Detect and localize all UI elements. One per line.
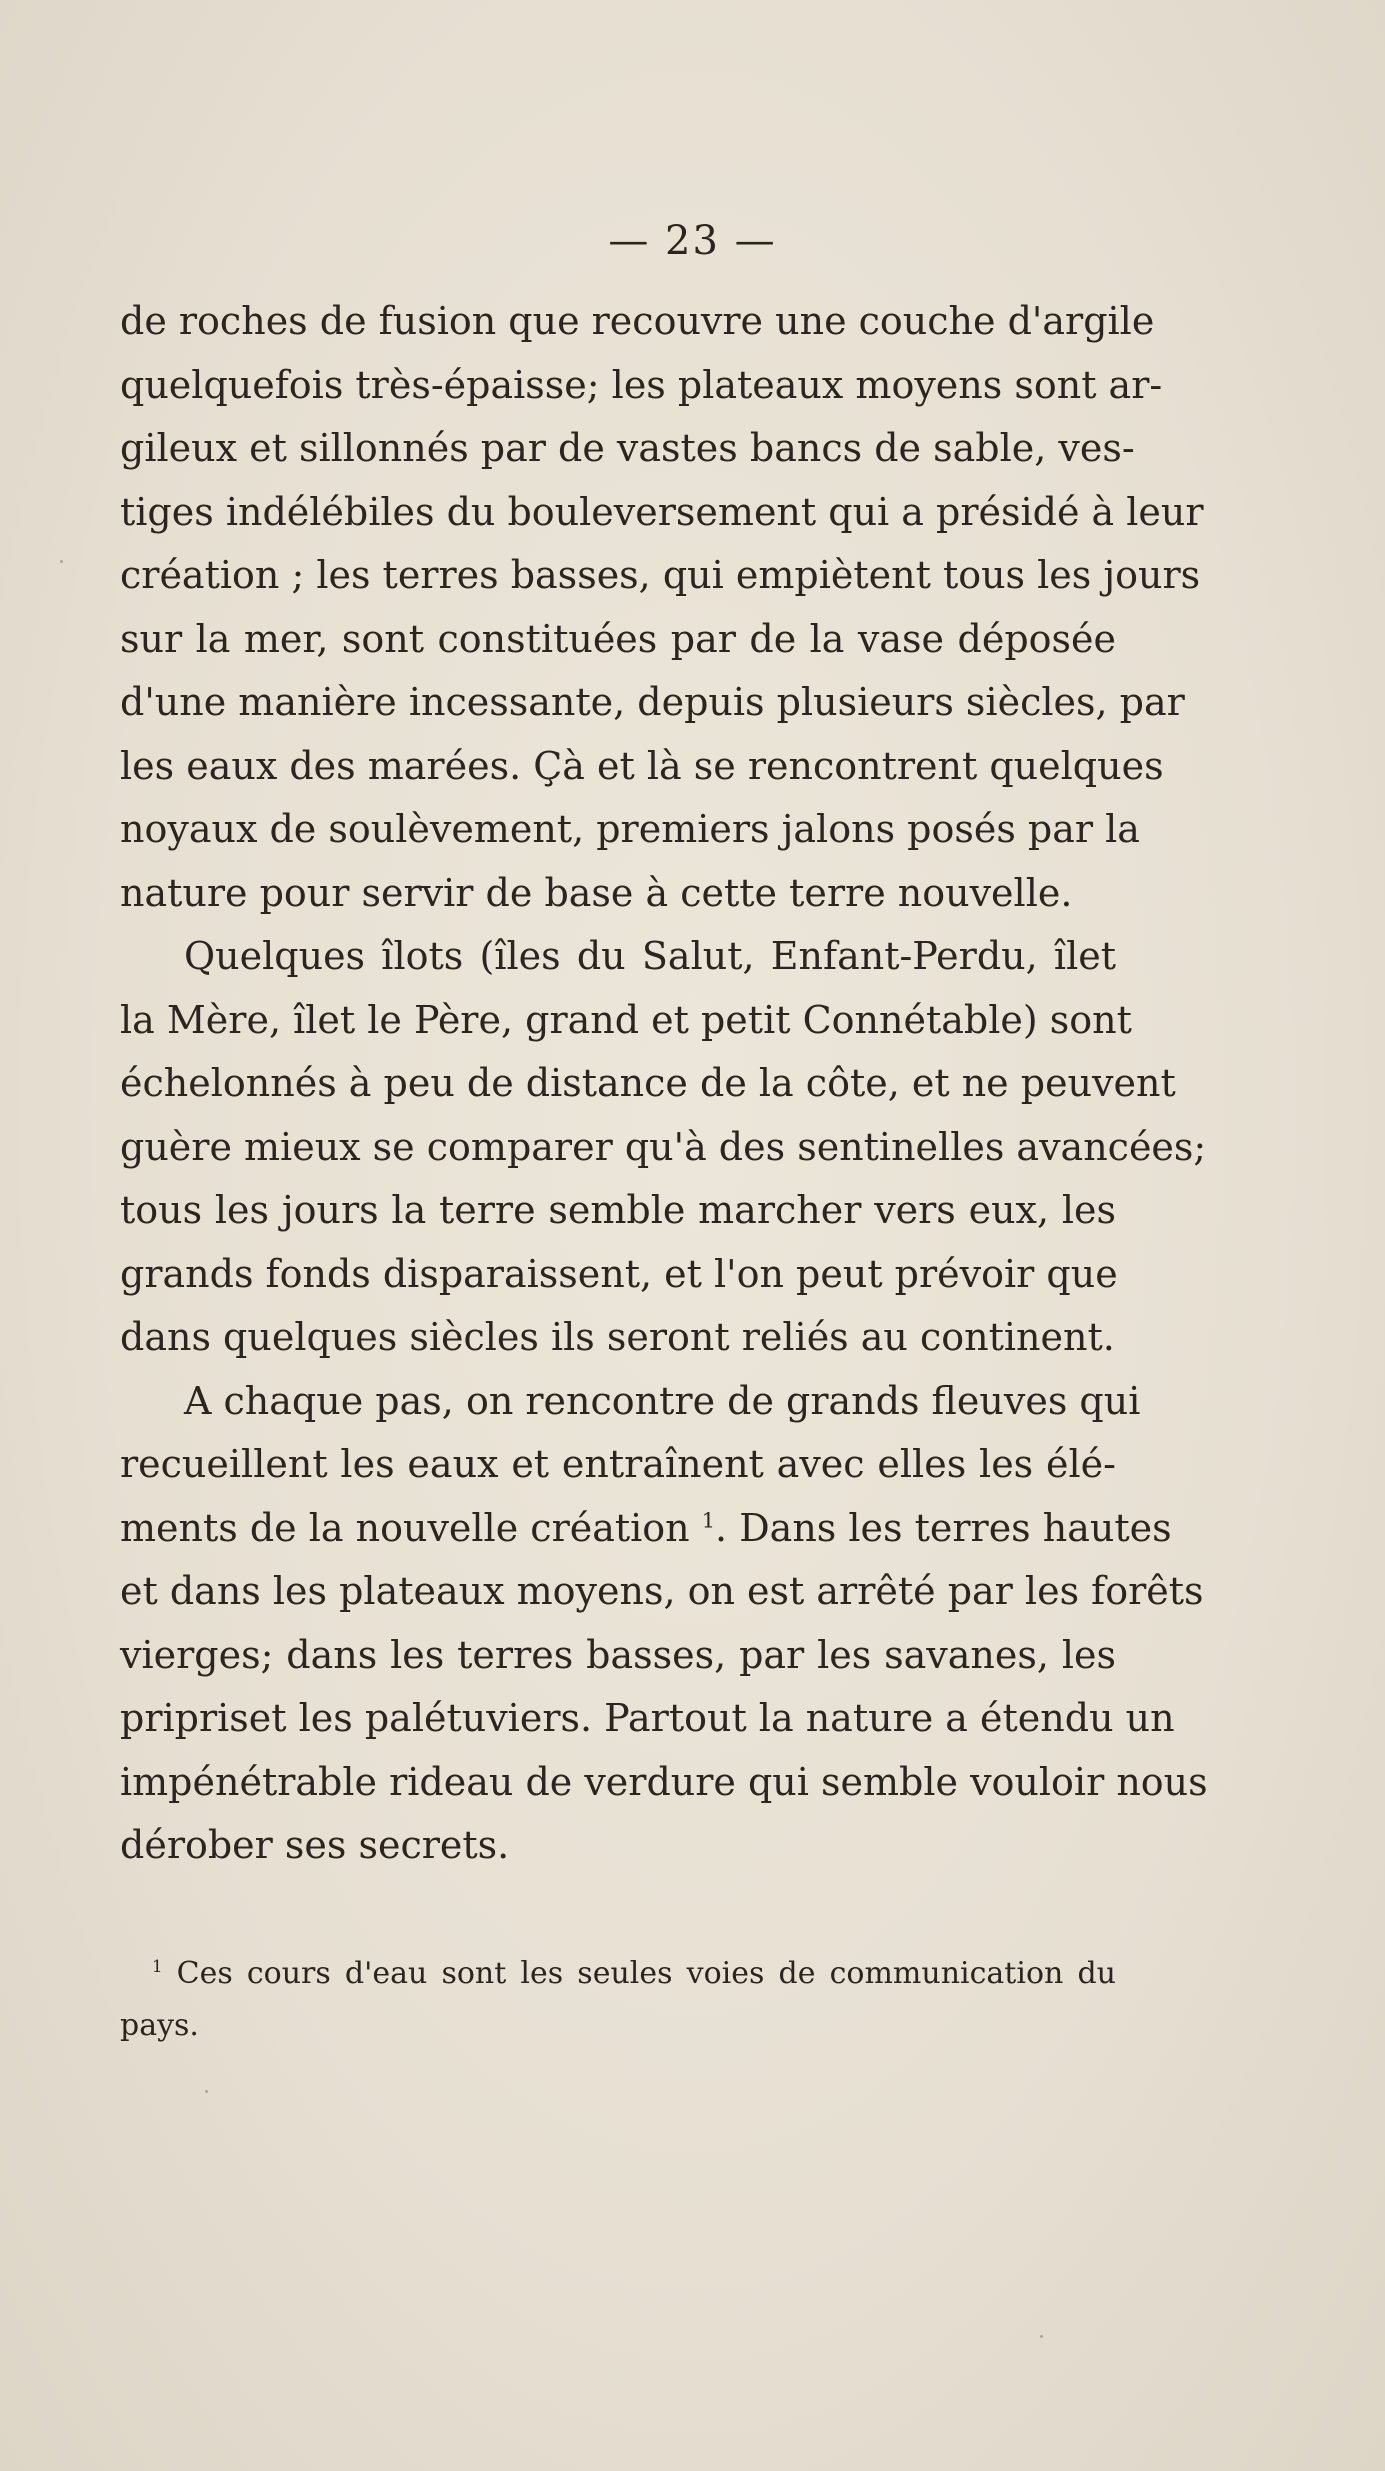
text-line-with-footnote-ref [120, 1497, 1172, 1561]
text-fragment: . Dans les terres hautes [715, 1505, 1172, 1550]
text-line: quelquefois très-épaisse; les plateaux moyens sont ar- [120, 362, 1163, 407]
text-line: sur la mer, sont constituées par de la vase déposée [120, 616, 1116, 661]
footnote-line [120, 1948, 1116, 2000]
text-line: d'une manière incessante, depuis plusieurs siècles, par [120, 680, 1185, 724]
text-line: tous les jours la terre semble marcher vers eux, les [120, 1188, 1116, 1232]
body-text [120, 290, 1208, 1878]
footnote-line: pays. [120, 2008, 199, 2043]
text-line: tiges indélébiles du bouleversement qui a présidé à leur [120, 489, 1204, 534]
text-line: A chaque pas, on rencontre de grands fleuves qui [184, 1378, 1141, 1423]
footnote-text: Ces cours d'eau sont les seules voies de communication du [176, 1956, 1116, 1991]
footnote [120, 1948, 1116, 2052]
text-line: et dans les plateaux moyens, on est arrêté par les forêts [120, 1569, 1204, 1613]
text-line: impénétrable rideau de verdure qui semble vouloir nous [120, 1759, 1208, 1804]
text-line: vierges; dans les terres basses, par les savanes, les [120, 1632, 1116, 1677]
text-line: Quelques îlots (îles du Salut, Enfant-Perdu, îlet [184, 934, 1116, 978]
text-line: nature pour servir de base à cette terre nouvelle. [120, 870, 1073, 915]
paper-speck [1040, 2335, 1043, 2338]
paper-speck [205, 2090, 208, 2093]
text-line: guère mieux se comparer qu'à des sentinelles avancées; [120, 1124, 1207, 1169]
text-line: création ; les terres basses, qui empiètent tous les jours [120, 553, 1201, 597]
text-line: pripriset les palétuviers. Partout la nature a étendu un [120, 1696, 1175, 1740]
page-number: — 23 — [608, 218, 777, 264]
text-line: de roches de fusion que recouvre une couche d'argile [120, 299, 1155, 343]
text-line: recueillent les eaux et entraînent avec elles les élé- [120, 1442, 1116, 1486]
text-line: les eaux des marées. Çà et là se rencontrent quelques [120, 743, 1164, 788]
paper-speck [60, 560, 63, 563]
footnote-reference: 1 [701, 1507, 716, 1532]
text-line: échelonnés à peu de distance de la côte, et ne peuvent [120, 1061, 1176, 1105]
text-line: la Mère, îlet le Père, grand et petit Connétable) sont [120, 997, 1132, 1042]
text-fragment: ments de la nouvelle création [120, 1505, 690, 1550]
text-line: dans quelques siècles ils seront reliés au continent. [120, 1315, 1115, 1359]
text-line: gileux et sillonnés par de vastes bancs de sable, ves- [120, 426, 1135, 470]
text-line: noyaux de soulèvement, premiers jalons posés par la [120, 807, 1140, 851]
text-line: dérober ses secrets. [120, 1823, 510, 1867]
text-line: grands fonds disparaissent, et l'on peut prévoir que [120, 1251, 1118, 1296]
footnote-marker: 1 [152, 1957, 163, 1976]
